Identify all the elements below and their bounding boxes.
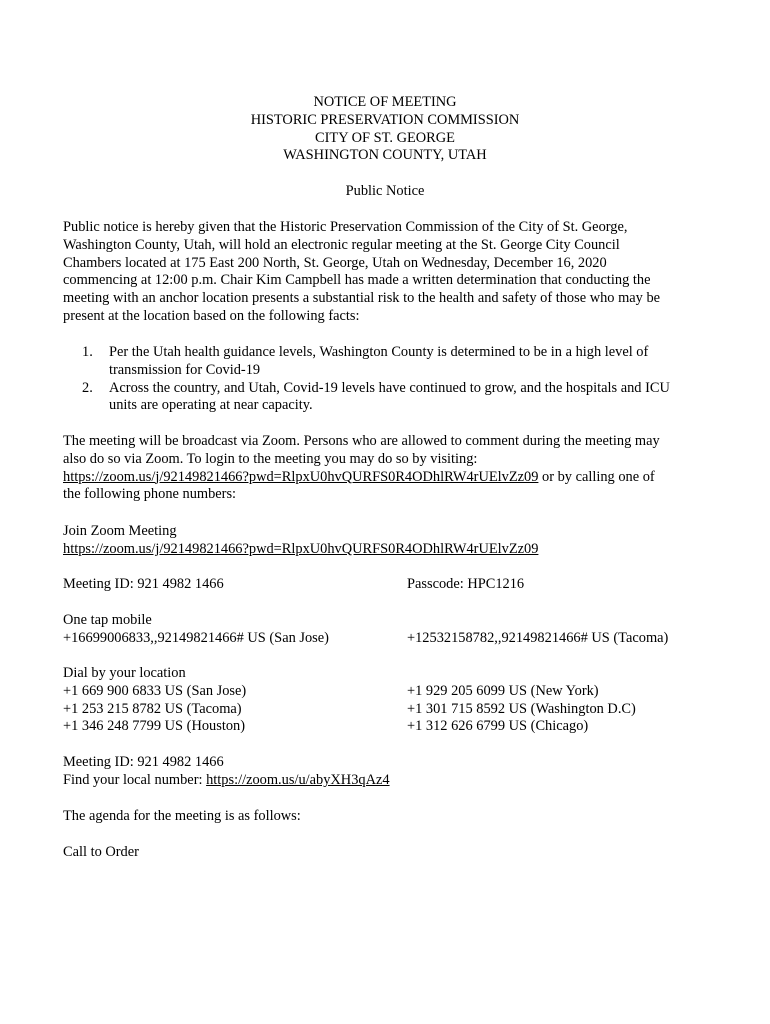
one-tap-label: One tap mobile (63, 612, 152, 628)
fact-number: 1. (82, 344, 93, 360)
footer-meeting-info (63, 754, 703, 790)
broadcast-paragraph (63, 433, 703, 504)
header-title: NOTICE OF MEETING (313, 94, 457, 110)
intro-paragraph (63, 219, 703, 326)
dial-number: +1 669 900 6833 US (San Jose) (63, 682, 247, 699)
one-tap-number: +16699006833,,92149821466# US (San Jose) (63, 629, 329, 646)
dial-section (63, 665, 703, 736)
join-zoom-link[interactable]: https://zoom.us/j/92149821466?pwd=RlpxU0hvQURFS0R4ODhlRW4rUElvZz09 (63, 540, 539, 557)
zoom-meeting-link[interactable]: https://zoom.us/j/92149821466?pwd=RlpxU0hvQURFS0R4ODhlRW4rUElvZz09 (63, 468, 539, 485)
fact-text-line: Across the country, and Utah, Covid-19 levels have continued to grow, and the hospitals and ICU (109, 379, 670, 396)
header-city: CITY OF ST. GEORGE (315, 129, 455, 146)
intro-line: present at the location based on the following facts: (63, 307, 360, 324)
intro-line: Chambers located at 175 East 200 North, St. George, Utah on Wednesday, December 16, 2020 (63, 254, 607, 271)
dial-number: +1 346 248 7799 US (Houston) (63, 718, 246, 735)
passcode: Passcode: HPC1216 (407, 576, 525, 592)
fact-item (63, 380, 703, 416)
header-commission: HISTORIC PRESERVATION COMMISSION (250, 111, 520, 128)
meeting-id: Meeting ID: 921 4982 1466 (63, 576, 224, 592)
intro-line: meeting with an anchor location presents a substantial risk to the health and safety of those who may be (63, 290, 661, 307)
local-number-label: Find your local number: (63, 771, 207, 788)
intro-line: Washington County, Utah, will hold an electronic regular meeting at the St. George City Council (63, 236, 620, 253)
dial-number: +1 253 215 8782 US (Tacoma) (63, 700, 242, 717)
facts-list (63, 344, 703, 415)
one-tap-section (63, 612, 703, 648)
broadcast-line: the following phone numbers: (63, 486, 237, 503)
one-tap-row (63, 630, 703, 648)
dial-row (63, 718, 703, 736)
dial-row (63, 683, 703, 701)
one-tap-number: +12532158782,,92149821466# US (Tacoma) (407, 629, 669, 646)
notice-header (0, 94, 770, 165)
meeting-id-row (63, 576, 703, 594)
fact-text-line: Per the Utah health guidance levels, Washington County is determined to be in a high level of (109, 344, 649, 360)
fact-item (63, 344, 703, 380)
broadcast-line: also do so via Zoom. To login to the meeting you may do so by visiting: (63, 450, 478, 467)
local-number-line (63, 772, 703, 790)
fact-number: 2. (82, 379, 93, 396)
local-number-link[interactable]: https://zoom.us/u/abyXH3qAz4 (206, 771, 390, 788)
header-county: WASHINGTON COUNTY, UTAH (283, 147, 487, 164)
dial-number: +1 312 626 6799 US (Chicago) (407, 718, 589, 735)
public-notice-heading: Public Notice (345, 183, 425, 199)
fact-text-line: units are operating at near capacity. (109, 397, 313, 414)
meeting-id-row-line (63, 576, 703, 594)
intro-line: Public notice is hereby given that the Historic Preservation Commission of the City of St. George, (63, 219, 628, 235)
intro-line: commencing at 12:00 p.m. Chair Kim Campbell has made a written determination that conducting the (63, 272, 651, 289)
fact-text-line: transmission for Covid-19 (109, 361, 261, 378)
dial-number: +1 929 205 6099 US (New York) (407, 682, 599, 699)
broadcast-link-line (63, 469, 703, 487)
dial-row (63, 701, 703, 719)
join-zoom-label: Join Zoom Meeting (63, 523, 177, 539)
broadcast-after-link: or by calling one of (538, 468, 655, 485)
join-zoom-section (63, 523, 703, 559)
broadcast-line: The meeting will be broadcast via Zoom. Persons who are allowed to comment during the meeting may (63, 433, 660, 449)
call-to-order: Call to Order (63, 844, 139, 860)
agenda-intro: The agenda for the meeting is as follows: (63, 808, 301, 824)
footer-meeting-id: Meeting ID: 921 4982 1466 (63, 754, 224, 770)
dial-number: +1 301 715 8592 US (Washington D.C) (407, 700, 636, 717)
dial-label: Dial by your location (63, 665, 186, 681)
